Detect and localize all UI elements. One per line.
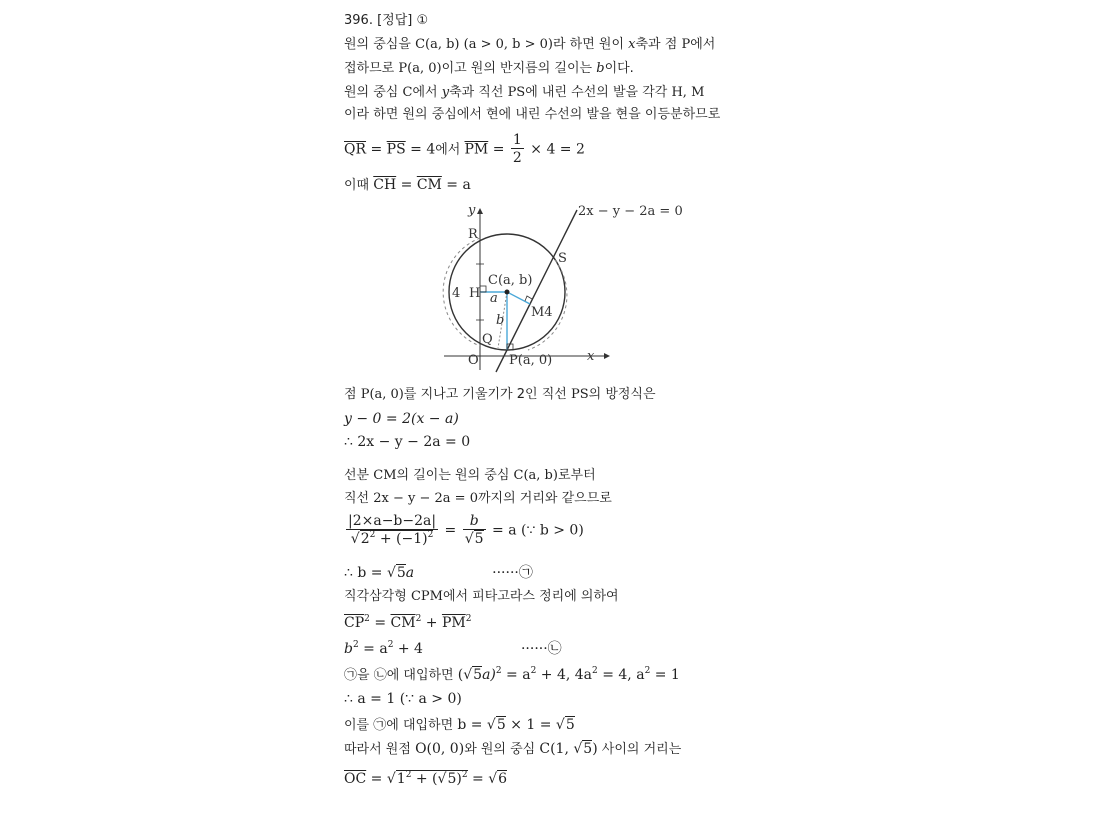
math: a: [405, 565, 415, 581]
math: = 4: [405, 141, 436, 158]
exponent: 2: [465, 614, 472, 624]
equation-tag-2: ······㉡: [520, 641, 562, 657]
math: y: [441, 85, 450, 100]
equation-line-8: [344, 410, 459, 428]
equation-line-16: [344, 640, 562, 658]
math: b: [344, 641, 353, 657]
point-c-label: C(a, b): [488, 273, 533, 288]
fraction-distance: [346, 513, 438, 548]
math: PS: [570, 387, 589, 402]
segment-cm: $\overline{CM}$: [416, 177, 442, 193]
exponent: 2: [530, 666, 537, 676]
math: ): [456, 771, 462, 787]
math: =: [369, 615, 391, 631]
distance-formula: [344, 513, 584, 548]
math: ): [592, 741, 598, 757]
text: 직각삼각형: [344, 589, 411, 604]
math: b =: [457, 717, 487, 733]
exponent: 2: [352, 640, 359, 650]
math: =: [440, 522, 461, 539]
radicand: 6: [498, 771, 508, 787]
math: x: [628, 37, 636, 52]
math: CPM: [410, 589, 443, 604]
exponent: 2: [364, 614, 370, 624]
text: 에 내린 수선의 발을 각각: [525, 85, 672, 100]
text-line-10: [344, 467, 596, 485]
math: C: [402, 85, 413, 100]
math: × 4 = 2: [525, 141, 585, 158]
exponent: 2: [644, 666, 651, 676]
numerator: 1: [512, 132, 522, 148]
radicand: 5: [447, 771, 457, 787]
fraction-half: [511, 132, 524, 167]
equation-line-18: [344, 690, 462, 708]
radicand: 5: [474, 531, 484, 547]
text: 사이의 거리는: [597, 742, 682, 757]
math: P: [681, 37, 691, 52]
fraction-b-root5: [463, 513, 486, 548]
exponent: 2: [495, 666, 502, 676]
math: =: [366, 771, 387, 787]
text-line-17: ㉠을 ㉡에 대입하면 $(√5a)^2 = a^2 + 4$, $4a^2 = 4$, $a^2 = 1$: [344, 666, 680, 683]
math: P(a, 0): [360, 387, 404, 402]
text: 의 길이는 원의 중심: [396, 468, 514, 483]
text-line-2: [344, 60, 634, 78]
math: + 4: [393, 641, 423, 657]
exponent: 2: [405, 770, 412, 780]
text: 에서: [690, 37, 716, 52]
answer-header: [344, 12, 428, 30]
numerator: |2×a−b−2a|: [348, 513, 437, 529]
text: 축과 점: [635, 37, 682, 52]
math: H, M: [671, 85, 705, 100]
point-s-label: S: [558, 251, 567, 266]
text-line-20: 따라서 원점 O(0, 0)와 원의 중심 C(1, √5) 사이의 거리는: [344, 741, 682, 757]
denominator: $√2^2 + (-1)^2$: [350, 530, 434, 547]
right-angle-h: [480, 286, 486, 292]
exponent: 2: [387, 640, 394, 650]
numerator: b: [463, 513, 486, 530]
segment-pm-text: $\overline{PM}$: [441, 615, 466, 631]
math: × 1 =: [505, 717, 556, 733]
text: 원의 중심: [344, 85, 403, 100]
text-line-3: [344, 84, 704, 102]
math: = a: [441, 177, 471, 193]
segment-cp-text: $\overline{CP}$: [344, 615, 365, 631]
point-p-label: P(a, 0): [509, 353, 553, 368]
math: = a: [501, 667, 531, 683]
chord-length-label: 4: [452, 286, 461, 301]
exponent: 2: [592, 666, 598, 676]
math: + 4, 4a: [536, 667, 593, 683]
x-axis-label: x: [587, 349, 595, 364]
text-line-19: 이를 ㉠에 대입하면 b = √5 × 1 = √5: [344, 717, 575, 733]
math: b: [596, 61, 605, 76]
text: 따라서 원점: [344, 742, 416, 757]
point-r-label: R: [468, 227, 478, 242]
equation-tag-1: ······㉠: [492, 565, 533, 581]
radicand: 5: [496, 717, 506, 733]
math: =: [488, 141, 509, 158]
x-axis-arrow: [604, 353, 610, 359]
math: 1: [396, 771, 406, 787]
math: ∴ b =: [344, 565, 387, 581]
exponent: 2: [427, 530, 434, 540]
radius-b-label: b: [496, 313, 505, 328]
text-line-6: [344, 176, 471, 195]
segment-oc: $\overline{OC}$: [344, 771, 367, 787]
text: 원의 중심을: [344, 37, 416, 52]
y-axis-arrow: [477, 208, 483, 214]
text: 에서: [412, 85, 442, 100]
text-line-11: [344, 490, 612, 508]
equation-line-15: [344, 614, 471, 632]
origin-label: O: [468, 353, 479, 368]
denominator: 2: [512, 150, 522, 166]
radicand: 5: [583, 741, 593, 757]
circle-figure: [432, 200, 683, 372]
radicand: 5: [396, 565, 406, 581]
math: = a: [358, 641, 388, 657]
math: P(a, 0): [398, 61, 442, 76]
text: 이고 원의 반지름의 길이는: [441, 61, 597, 76]
text: 로부터: [557, 468, 596, 483]
math: y − 0 = 2(x − a): [344, 411, 459, 427]
right-angle-m: [525, 296, 532, 301]
equation-line-13: ∴ b = √5a ······㉠: [344, 565, 533, 581]
point-q-label: Q: [482, 332, 493, 347]
text: 직선: [344, 491, 374, 506]
segment-cm-text: $\overline{CM}$: [390, 615, 416, 631]
text: 와 원의 중심: [464, 742, 540, 757]
text: 까지의 거리와 같으므로: [477, 491, 612, 506]
segment-ch: $\overline{CH}$: [373, 177, 397, 193]
text: 라 하면 원이: [552, 37, 629, 52]
point-h-label: H: [469, 286, 481, 301]
denominator: √5: [464, 531, 484, 547]
math: O(0, 0): [415, 741, 465, 757]
text: ㉠을 ㉡에 대입하면: [344, 668, 458, 683]
text-line-14: [344, 588, 619, 606]
text: 이때: [344, 178, 374, 193]
math: C(a, b) (a > 0, b > 0): [415, 37, 553, 52]
math: =: [366, 141, 387, 158]
math: a): [482, 667, 496, 683]
equation-line-21: $\overline{OC} = √1^2 + (√5)^2 = √6$: [344, 770, 508, 787]
exponent: 2: [369, 530, 376, 540]
radicand: 5: [565, 717, 575, 733]
text: 선분: [344, 468, 374, 483]
math: CM: [373, 468, 397, 483]
segment-qr: $\overline{QR}$: [344, 141, 367, 158]
math: (: [457, 667, 464, 683]
equation-line-9: [344, 433, 470, 451]
text: 의 방정식은: [588, 387, 656, 402]
math: 2x − y − 2a = 0: [373, 491, 478, 506]
answer-number: 396. [정답] ①: [344, 13, 429, 28]
segment-pm: $\overline{PM}$: [464, 141, 489, 158]
radicand: 5: [473, 667, 483, 683]
math: +: [421, 615, 442, 631]
text-line-5: [344, 132, 585, 167]
math: ∴ 2x − y − 2a = 0: [344, 434, 471, 450]
math: C(1,: [539, 741, 574, 757]
segment-ps: $\overline{PS}$: [386, 141, 406, 158]
text: 에서 피타고라스 정리에 의하여: [442, 589, 619, 604]
math: + (−1): [375, 531, 428, 547]
text: 접하므로: [344, 61, 399, 76]
exponent: 2: [461, 770, 468, 780]
point-m-label: M4: [531, 305, 553, 320]
math: = a (∵ b > 0): [487, 522, 584, 539]
math: =: [396, 177, 417, 193]
text: 축과 직선: [449, 85, 508, 100]
line-equation-label: 2x − y − 2a = 0: [578, 204, 683, 219]
math: C(a, b): [513, 468, 558, 483]
math: =: [467, 771, 489, 787]
text-line-4: [344, 106, 720, 124]
text: 이라 하면 원의 중심에서 현에 내린 수선의 발을 현을 이등분하므로: [344, 107, 721, 122]
text: 에서: [435, 142, 465, 158]
exponent: 2: [415, 614, 422, 624]
center-point: [505, 290, 510, 295]
text-line-1: [344, 36, 715, 54]
math: ∴ a = 1 (∵ a > 0): [344, 691, 462, 707]
math: PS: [507, 85, 526, 100]
math: = 1: [650, 667, 680, 683]
text-line-7: [344, 386, 656, 404]
y-axis-label: y: [468, 203, 476, 218]
math: = 4, a: [597, 667, 645, 683]
text: 이다.: [604, 61, 634, 76]
text: 점: [344, 387, 361, 402]
math: + (: [411, 771, 438, 787]
radius-a-label: a: [490, 291, 498, 306]
text: 를 지나고 기울기가 2인 직선: [403, 387, 571, 402]
text: 이를 ㉠에 대입하면: [344, 718, 458, 733]
